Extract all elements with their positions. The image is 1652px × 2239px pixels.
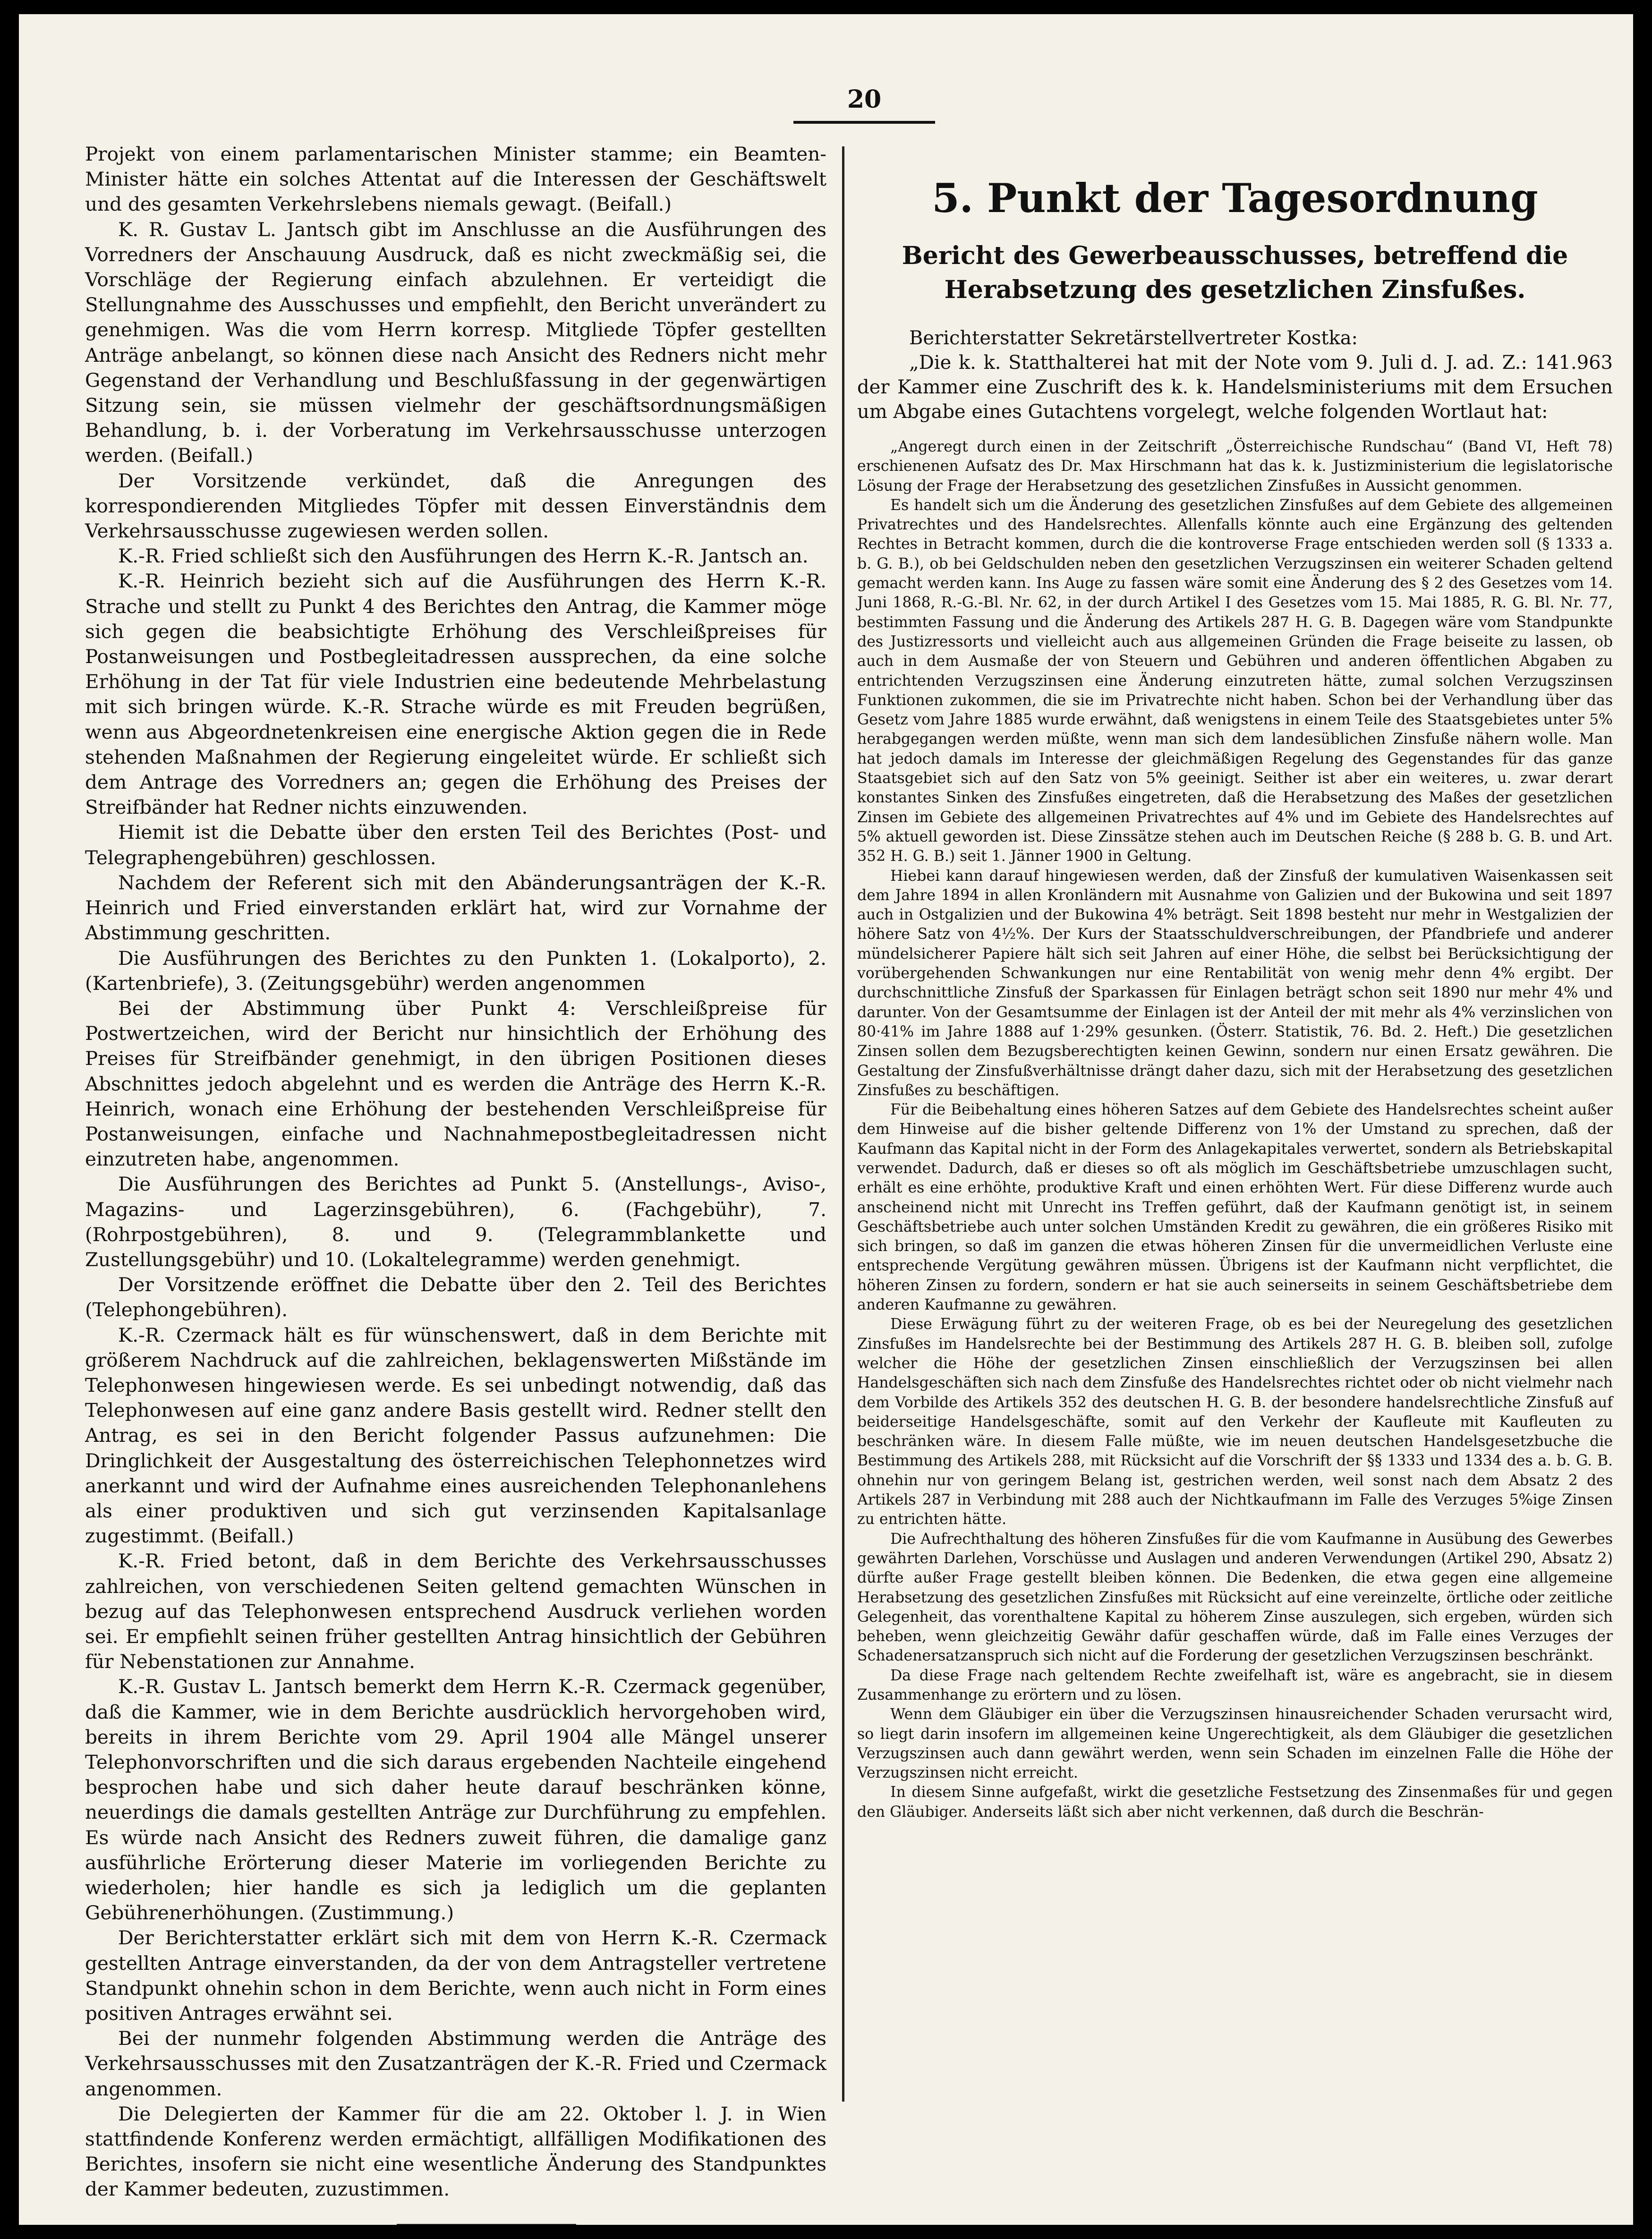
paragraph: Die Ausführungen des Berichtes ad Punkt 5. (Anstellungs-, Aviso-, Magazins- und Lagerzinsgebühren), 6. (Fachgebühr), 7. (Rohrpostgebühren), 8. und 9. (Telegrammblankette und Zustellungsgebühr) und 10. (Lokaltelegramme) werden genehmigt.: [85, 1173, 826, 1271]
paragraph: Der Vorsitzende verkündet, daß die Anregungen des korrespondierenden Mitgliedes Töpfer mit dessen Einverständnis dem Verkehrsausschusse zugewiesen werden sollen.: [85, 469, 826, 543]
paragraph: Die Ausführungen des Berichtes zu den Punkten 1. (Lokalporto), 2. (Kartenbriefe), 3. (Zeitungsgebühr) werden angenommen: [85, 946, 826, 995]
speaker-line: Berichterstatter Sekretärstellvertreter Kostka:: [909, 327, 1358, 349]
paragraph: K.-R. Fried betont, daß in dem Berichte des Verkehrsausschusses zahlreichen, von verschiedenen Seiten geltend gemachten Wünschen in bezug auf das Telephonwesen entsprechend Ausdruck verliehen worden sei. Er empfiehlt seinen früher gestellten Antrag hinsichtlich der Gebühren für Nebenstationen zur Annahme.: [85, 1549, 826, 1673]
quote-paragraph: Da diese Frage nach geltendem Rechte zweifelhaft ist, wäre es angebracht, sie in diesem Zusammenhange zu erörtern und zu lösen.: [857, 1667, 1613, 1703]
quote-paragraph: Wenn dem Gläubiger ein über die Verzugszinsen hinausreichender Schaden verursacht wird, so liegt darin insofern im allgemeinen keine Ungerechtigkeit, als dem Gläubiger die gesetzlichen Verzugszinsen auch dann gewährt werden, wenn sein Schaden im einzelnen Falle die Höhe der Verzugszinsen nicht erreicht.: [857, 1706, 1613, 1782]
right-column: [857, 142, 1613, 1822]
left-column: [85, 142, 826, 2225]
column-divider: [842, 146, 844, 2102]
section-heading: 5. Punkt der Tagesordnung: [932, 175, 1538, 221]
quote-paragraph: „Angeregt durch einen in der Zeitschrift „Österreichische Rundschau“ (Band VI, Heft 78) erschienenen Aufsatz des Dr. Max Hirschmann hat das k. k. Justizministerium die legislatorische Lösung der Frage der Herabsetzung des gesetzlichen Zinsfußes in Aussicht genommen.: [857, 438, 1613, 494]
section-subheading: Bericht des Gewerbeausschusses, betreffend die Herabsetzung des gesetzlichen Zinsfußes.: [902, 241, 1568, 304]
quote-paragraph: Es handelt sich um die Änderung des gesetzlichen Zinsfußes auf dem Gebiete des allgemeinen Privatrechtes und des Handelsrechtes. Allenfalls könnte auch eine Ergänzung des geltenden Rechtes in Betracht kommen, durch die die kontroverse Frage entschieden werden soll (§ 1333 a. b. G. B.), ob bei Geldschulden neben den gesetzlichen Verzugszinsen ein weiterer Schaden geltend gemacht werden kann. Ins Auge zu fassen wäre somit eine Änderung des § 2 des Gesetzes vom 14. Juni 1868, R.-G.-Bl. Nr. 62, in der durch Artikel I des Gesetzes vom 15. Mai 1885, R. G. Bl. Nr. 77, bestimmten Fassung und die Änderung des Artikels 287 H. G. B. Dagegen wäre vom Standpunkte des Justizressorts und vielleicht auch aus allgemeinen Gründen die Frage beiseite zu lassen, ob auch in dem Ausmaße der von Steuern und Gebühren und anderen öffentlichen Abgaben zu entrichtenden Verzugszinsen eine Änderung einzutreten hätte, zumal solchen Verzugszinsen Funktionen zukommen, die sie im Privatrechte nicht haben. Schon bei der Verhandlung über das Gesetz vom Jahre 1885 wurde erwähnt, daß wenigstens in einem Teile des Staatsgebietes unter 5% herabgegangen werden müßte, wenn man sich dem landesüblichen Zinsfuße nähern wolle. Man hat jedoch damals im Interesse der gleichmäßigen Regelung des Gegenstandes für das ganze Staatsgebiet sich auf den Satz von 5% geeinigt. Seither ist aber ein weiteres, u. zwar derart konstantes Sinken des Zinsfußes eingetreten, daß die Herabsetzung des Maßes der gesetzlichen Zinsen im Gebiete des allgemeinen Privatrechtes auf 4% und im Gebiete des Handelsrechtes auf 5% aktuell geworden ist. Diese Zinssätze stehen auch im Deutschen Reiche (§ 288 b. G. B. und Art. 352 H. G. B.) seit 1. Jänner 1900 in Geltung.: [857, 496, 1613, 865]
quote-paragraph: Die Aufrechthaltung des höheren Zinsfußes für die vom Kaufmanne in Ausübung des Gewerbes gewährten Darlehen, Vorschüsse und Auslagen und anderen Verwendungen (Artikel 290, Absatz 2) dürfte außer Frage gestellt bleiben können. Die Bedenken, die etwa gegen eine allgemeine Herabsetzung des gesetzlichen Zinsfußes mit Rücksicht auf eine vereinzelte, örtliche oder zeitliche Gelegenheit, das vorenthaltene Kapital zu höherem Zinse auszulegen, sich ergeben, würden sich beheben, wenn gleichzeitig Gewähr dafür geschaffen würde, daß im Falle eines Verzuges der Schadenersatzanspruch sich nicht auf die Forderung der gesetzlichen Verzugszinsen beschränkt.: [857, 1530, 1613, 1665]
section-end-rule: [397, 2224, 576, 2225]
quote-paragraph: Für die Beibehaltung eines höheren Satzes auf dem Gebiete des Handelsrechtes scheint außer dem Hinweise auf die bisher geltende Differenz von 1% der Umstand zu sprechen, daß der Kaufmann das Kapital nicht in der Form des Anlagekapitales verwertet, sondern als Betriebskapital verwendet. Dadurch, daß er dieses so oft als möglich im Geschäftsbetriebe umzuschlagen sucht, erhält es eine erhöhte, produktive Kraft und einen erhöhten Wert. Für diese Differenz wurde auch anscheinend nicht mit Unrecht ins Treffen geführt, daß der Kaufmann genötigt ist, in seinem Geschäftsbetriebe auch unter solchen Umständen Kredit zu gewähren, die ein größeres Risiko mit sich bringen, so daß im ganzen die etwas höheren Zinsen für die unvermeidlichen Verluste eine entsprechende Vergütung gewähren müssen. Übrigens ist der Kaufmann nicht verpflichtet, die höheren Zinsen zu fordern, sondern er hat sie auch seinerseits in seinem Geschäftsbetriebe dem anderen Kaufmanne zu gewähren.: [857, 1101, 1613, 1314]
paragraph: Der Vorsitzende eröffnet die Debatte über den 2. Teil des Berichtes (Telephongebühren).: [85, 1273, 826, 1321]
paragraph: K.-R. Heinrich bezieht sich auf die Ausführungen des Herrn K.-R. Strache und stellt zu Punkt 4 des Berichtes den Antrag, die Kammer möge sich gegen die beabsichtigte Erhöhung des Verschleißpreises für Postanweisungen und Postbegleitadressen aussprechen, da eine solche Erhöhung in der Tat für viele Industrien eine bedeutende Mehrbelastung mit sich bringen würde. K.-R. Strache würde es mit Freuden begrüßen, wenn aus Abgeordnetenkreisen eine energische Aktion gegen die in Rede stehenden Maßnahmen der Regierung eingeleitet würde. Er schließt sich dem Antrage des Vorredners an; gegen die Erhöhung des Preises der Streifbänder hat Redner nichts einzuwenden.: [85, 570, 826, 819]
paragraph: Projekt von einem parlamentarischen Minister stamme; ein Beamten-Minister hätte ein solches Attentat auf die Interessen der Geschäftswelt und des gesamten Verkehrslebens niemals gewagt. (Beifall.): [85, 143, 826, 216]
page-number-rule: [793, 121, 935, 124]
page-number: 20: [847, 85, 882, 114]
newspaper-page: [19, 14, 1633, 2225]
quote-paragraph: Diese Erwägung führt zu der weiteren Frage, ob es bei der Neuregelung des gesetzlichen Zinsfußes im Handelsrechte bei der Bestimmung des Artikels 287 H. G. B. bleiben soll, zufolge welcher die Höhe der gesetzlichen Zinsen einschließlich der Verzugszinsen bei allen Handelsgeschäften sich nach dem Zinsfuße des Handelsrechtes richtet oder ob nicht vielmehr nach dem Vorbilde des Artikels 352 des deutschen H. G. B. der besondere handelsrechtliche Zinsfuß auf beiderseitige Handelsgeschäfte, somit auf den Verkehr der Kaufleute mit Kaufleuten zu beschränken wäre. In diesem Falle müßte, wie im neuen deutschen Handelsgesetzbuche die Bestimmung des Artikels 288, mit Rücksicht auf die Vorschrift der §§ 1333 und 1334 des a. b. G. B. ohnehin nur von geringem Belang ist, gestrichen werden, weil sonst nach dem Absatz 2 des Artikels 287 in Verbindung mit 288 auch der Nichtkaufmann im Falle des Verzuges 5%ige Zinsen zu entrichten hätte.: [857, 1316, 1613, 1528]
paragraph: Nachdem der Referent sich mit den Abänderungsanträgen der K.-R. Heinrich und Fried einverstanden erklärt hat, wird zur Vornahme der Abstimmung geschritten.: [85, 871, 826, 945]
quote-paragraph: In diesem Sinne aufgefaßt, wirkt die gesetzliche Festsetzung des Zinsenmaßes für und gegen den Gläubiger. Anderseits läßt sich aber nicht verkennen, daß durch die Beschrän-: [857, 1784, 1613, 1821]
paragraph: K. R. Gustav L. Jantsch gibt im Anschlusse an die Ausführungen des Vorredners der Anschauung Ausdruck, daß es nicht zweckmäßig sei, die Vorschläge der Regierung einfach abzulehnen. Er verteidigt die Stellungnahme des Ausschusses und empfiehlt, den Bericht unverändert zu genehmigen. Was die vom Herrn korresp. Mitgliede Töpfer gestellten Anträge anbelangt, so können diese nach Ansicht des Redners nicht mehr Gegenstand der Verhandlung und Beschlußfassung in der gegenwärtigen Sitzung sein, sie müssen vielmehr der geschäftsordnungsmäßigen Behandlung, b. i. der Vorberatung im Verkehrsausschusse unterzogen werden. (Beifall.): [85, 218, 826, 467]
quote-paragraph: Hiebei kann darauf hingewiesen werden, daß der Zinsfuß der kumulativen Waisenkassen seit dem Jahre 1894 in allen Kronländern mit Ausnahme von Galizien und der Bukowina und seit 1897 auch in Ostgalizien und der Bukowina 4% beträgt. Seit 1898 besteht nur mehr in Westgalizien der höhere Satz von 4½%. Der Kurs der Staatsschuldverschreibungen, der Pfandbriefe und anderer mündelsicherer Papiere hält sich seit Jahren auf einer Höhe, die selbst bei Berücksichtigung der vorübergehenden Schwankungen nur eine Rentabilität von wenig mehr denn 4% ergibt. Der durchschnittliche Zinsfuß der Sparkassen für Einlagen beträgt schon seit 1890 nur mehr 4% und darunter. Von der Gesamtsumme der Einlagen ist der Anteil der mit mehr als 4% verzinslichen von 80·41% im Jahre 1888 auf 1·29% gesunken. (Österr. Statistik, 76. Bd. 2. Heft.) Die gesetzlichen Zinsen sollen dem Bezugsberechtigten keinen Gewinn, sondern nur einen Ersatz gewähren. Die Gestaltung der Zinsfußverhältnisse drängt daher dazu, sich mit der Herabsetzung des gesetzlichen Zinsfußes zu beschäftigen.: [857, 867, 1613, 1099]
paragraph: Bei der nunmehr folgenden Abstimmung werden die Anträge des Verkehrsausschusses mit den Zusatzanträgen der K.-R. Fried und Czermack angenommen.: [85, 2027, 826, 2100]
paragraph: K.-R. Czermack hält es für wünschenswert, daß in dem Berichte mit größerem Nachdruck auf die zahlreichen, beklagenswerten Mißstände im Telephonwesen hingewiesen werde. Es sei unbedingt notwendig, daß das Telephonwesen auf eine ganz andere Basis gestellt wird. Redner stellt den Antrag, es sei in den Bericht folgender Passus aufzunehmen: Die Dringlichkeit der Ausgestaltung des österreichischen Telephonnetzes wird anerkannt und wird der Aufnahme eines ausreichenden Telephonanlehens als einer produktiven und sich gut verzinsenden Kapitalsanlage zugestimmt. (Beifall.): [85, 1323, 826, 1548]
paragraph: Hiemit ist die Debatte über den ersten Teil des Berichtes (Post- und Telegraphengebühren) geschlossen.: [85, 821, 826, 869]
paragraph: Die Delegierten der Kammer für die am 22. Oktober l. J. in Wien stattfindende Konferenz werden ermächtigt, allfälligen Modifikationen des Berichtes, insofern sie nicht eine wesentliche Änderung des Standpunktes der Kammer bedeuten, zuzustimmen.: [85, 2102, 826, 2201]
intro-paragraph: „Die k. k. Statthalterei hat mit der Note vom 9. Juli d. J. ad. Z.: 141.963 der Kammer eine Zuschrift des k. k. Handelsministeriums mit dem Ersuchen um Abgabe eines Gutachtens vorgelegt, welche folgenden Wortlaut hat:: [857, 352, 1613, 423]
paragraph: Der Berichterstatter erklärt sich mit dem von Herrn K.-R. Czermack gestellten Antrage einverstanden, da der von dem Antragsteller vertretene Standpunkt ohnehin schon in dem Berichte, wenn auch nicht in Form eines positiven Antrages erwähnt sei.: [85, 1926, 826, 2025]
paragraph: Bei der Abstimmung über Punkt 4: Verschleißpreise für Postwertzeichen, wird der Bericht nur hinsichtlich der Erhöhung des Preises für Streifbänder genehmigt, in den übrigen Positionen dieses Abschnittes jedoch abgelehnt und es werden die Anträge des Herrn K.-R. Heinrich, wonach eine Erhöhung der bestehenden Verschleißpreise für Postanweisungen, einfache und Nachnahmepostbegleitadressen nicht einzutreten habe, angenommen.: [85, 996, 826, 1171]
paragraph: K.-R. Fried schließt sich den Ausführungen des Herrn K.-R. Jantsch an.: [118, 545, 809, 568]
paragraph: K.-R. Gustav L. Jantsch bemerkt dem Herrn K.-R. Czermack gegenüber, daß die Kammer, wie in dem Berichte ausdrücklich hervorgehoben wird, bereits in ihrem Berichte vom 29. April 1904 alle Mängel unserer Telephonvorschriften und die sich daraus ergebenden Nachteile eingehend besprochen habe und sich daher heute darauf beschränken könne, neuerdings die damals gestellten Anträge zur Durchführung zu empfehlen. Es würde nach Ansicht des Redners zuweit führen, die damalige ganz ausführliche Erörterung dieser Materie im vorliegenden Berichte zu wiederholen; hier handle es sich ja lediglich um die geplanten Gebührenerhöhungen. (Zustimmung.): [85, 1675, 826, 1924]
